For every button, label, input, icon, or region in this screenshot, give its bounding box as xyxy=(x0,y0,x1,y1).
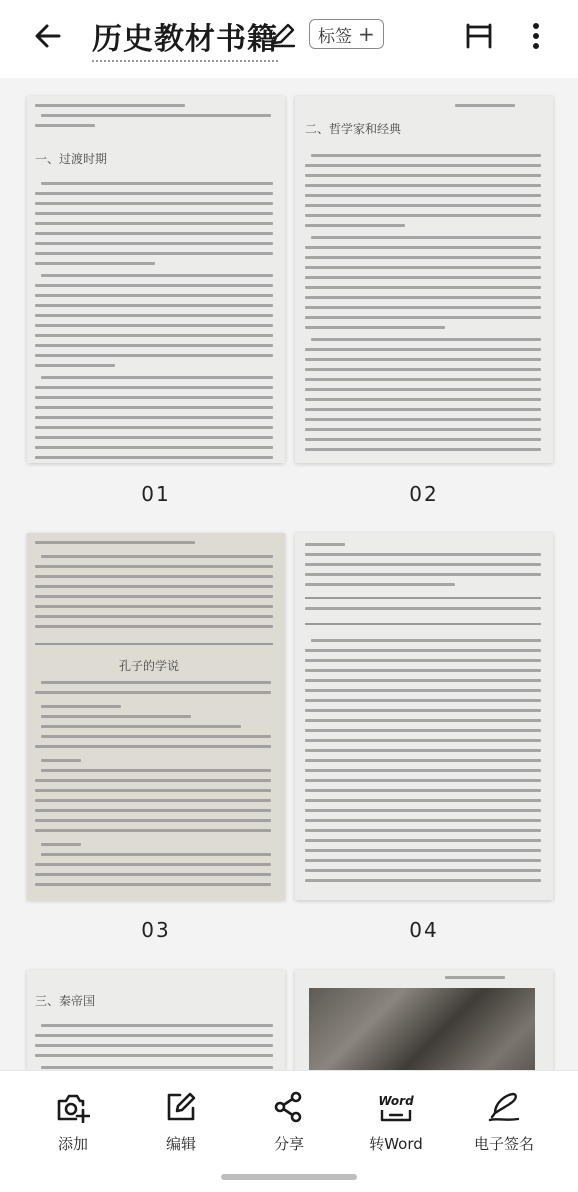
text-line xyxy=(305,418,541,421)
text-line xyxy=(305,256,541,259)
fit-width-button[interactable] xyxy=(460,17,498,55)
add-photo-icon xyxy=(55,1089,91,1125)
text-line xyxy=(305,699,541,702)
text-line xyxy=(445,976,505,979)
share-icon xyxy=(271,1089,307,1125)
text-line xyxy=(35,595,273,598)
text-line xyxy=(35,364,115,367)
page-number: 03 xyxy=(141,918,171,942)
tool-label: 电子签名 xyxy=(473,1135,534,1153)
more-vertical-icon xyxy=(531,21,541,51)
text-line xyxy=(35,799,271,802)
text-line xyxy=(41,114,271,117)
text-line xyxy=(35,426,273,429)
page-photo xyxy=(309,988,535,1070)
text-line xyxy=(35,436,273,439)
text-line xyxy=(311,639,541,642)
text-line xyxy=(305,749,541,752)
text-line xyxy=(41,182,273,185)
text-line xyxy=(35,829,271,832)
text-line xyxy=(41,715,191,718)
text-line xyxy=(35,386,273,389)
text-line xyxy=(305,659,541,662)
text-line xyxy=(305,789,541,792)
text-line xyxy=(35,809,271,812)
word-icon xyxy=(378,1089,414,1125)
text-line xyxy=(35,262,155,265)
text-line xyxy=(35,314,273,317)
pencil-icon xyxy=(269,21,297,49)
text-line xyxy=(35,625,273,628)
text-line xyxy=(305,689,541,692)
text-line xyxy=(305,819,541,822)
edit-icon xyxy=(163,1089,199,1125)
page-thumbnail-04[interactable] xyxy=(295,533,553,900)
page-heading: 孔子的学说 xyxy=(119,659,180,673)
text-line xyxy=(35,212,273,215)
text-line xyxy=(35,304,273,307)
page-number: 01 xyxy=(141,482,171,506)
text-line xyxy=(35,324,273,327)
page-thumbnail-01[interactable] xyxy=(27,96,285,463)
text-line xyxy=(41,759,81,762)
text-line xyxy=(311,154,541,157)
text-line xyxy=(305,719,541,722)
text-line xyxy=(455,104,515,107)
text-line xyxy=(35,294,273,297)
text-line xyxy=(35,1044,273,1047)
text-line xyxy=(35,873,271,876)
text-line xyxy=(305,779,541,782)
text-line xyxy=(305,276,541,279)
text-line xyxy=(35,863,271,866)
text-line xyxy=(35,691,271,694)
text-line xyxy=(35,232,273,235)
e-signature-button[interactable] xyxy=(454,1089,554,1154)
text-line xyxy=(305,553,541,556)
text-line xyxy=(305,378,541,381)
page-thumbnail-02[interactable] xyxy=(295,96,553,463)
text-line xyxy=(305,306,541,309)
text-line xyxy=(311,338,541,341)
page-number: 02 xyxy=(409,482,439,506)
text-line xyxy=(305,729,541,732)
text-line xyxy=(305,839,541,842)
text-line xyxy=(305,759,541,762)
text-line xyxy=(35,779,271,782)
text-line xyxy=(35,541,195,544)
text-line xyxy=(35,396,273,399)
share-button[interactable] xyxy=(239,1089,339,1154)
add-tag-button[interactable] xyxy=(309,19,384,49)
text-line xyxy=(305,573,541,576)
text-line xyxy=(305,739,541,742)
document-title[interactable]: 历史教材书籍 xyxy=(92,14,278,62)
back-button[interactable] xyxy=(28,16,68,56)
text-line xyxy=(35,252,273,255)
text-line xyxy=(35,104,185,107)
page-number: 04 xyxy=(409,918,439,942)
divider xyxy=(305,597,541,599)
text-line xyxy=(305,428,541,431)
text-line xyxy=(305,266,541,269)
page-thumbnail-03[interactable] xyxy=(27,533,285,900)
divider xyxy=(305,623,541,625)
text-line xyxy=(35,446,273,449)
text-line xyxy=(41,1024,273,1027)
text-line xyxy=(305,769,541,772)
text-line xyxy=(305,316,541,319)
text-line xyxy=(305,543,345,546)
text-line xyxy=(305,348,541,351)
text-line xyxy=(305,194,541,197)
page-heading: 三、秦帝国 xyxy=(35,994,96,1008)
word-icon-text: Word xyxy=(378,1094,414,1108)
text-line xyxy=(41,735,271,738)
page-thumbnail-05[interactable] xyxy=(27,970,285,1070)
text-line xyxy=(41,705,121,708)
text-line xyxy=(35,192,273,195)
text-line xyxy=(305,438,541,441)
page-heading: 一、过渡时期 xyxy=(35,152,108,166)
text-line xyxy=(305,296,541,299)
text-line xyxy=(305,286,541,289)
text-line xyxy=(41,274,273,277)
plus-icon: + xyxy=(358,22,375,46)
top-bar xyxy=(0,0,578,78)
text-line xyxy=(35,883,271,886)
text-line xyxy=(305,679,541,682)
text-line xyxy=(305,869,541,872)
text-line xyxy=(35,1054,273,1057)
signature-icon xyxy=(486,1089,522,1125)
text-line xyxy=(305,184,541,187)
text-line xyxy=(35,585,273,588)
text-line xyxy=(305,388,541,391)
text-line xyxy=(35,354,273,357)
text-line xyxy=(41,725,241,728)
arrow-left-icon xyxy=(33,21,63,51)
text-line xyxy=(305,829,541,832)
text-line xyxy=(35,202,273,205)
page-heading: 二、哲学家和经典 xyxy=(305,122,402,136)
convert-to-word-button[interactable] xyxy=(346,1089,446,1154)
more-options-button[interactable] xyxy=(520,14,552,58)
text-line xyxy=(35,406,273,409)
text-line xyxy=(305,448,541,451)
edit-title-button[interactable] xyxy=(266,18,300,52)
text-line xyxy=(35,615,273,618)
home-indicator[interactable] xyxy=(221,1174,357,1180)
text-line xyxy=(305,859,541,862)
page-grid[interactable] xyxy=(0,78,578,1070)
text-line xyxy=(35,344,273,347)
text-line xyxy=(305,408,541,411)
text-line xyxy=(305,358,541,361)
text-line xyxy=(305,224,405,227)
text-line xyxy=(41,769,271,772)
edit-button[interactable] xyxy=(131,1089,231,1154)
text-line xyxy=(35,222,273,225)
text-line xyxy=(305,368,541,371)
text-line xyxy=(305,709,541,712)
text-line xyxy=(35,565,273,568)
divider xyxy=(35,643,273,645)
tool-label: 转Word xyxy=(369,1135,423,1153)
text-line xyxy=(305,849,541,852)
text-line xyxy=(305,809,541,812)
text-line xyxy=(41,1066,273,1069)
text-line xyxy=(35,124,95,127)
text-line xyxy=(35,605,273,608)
text-line xyxy=(41,843,81,846)
text-line xyxy=(35,819,271,822)
tool-label: 添加 xyxy=(57,1135,88,1153)
text-line xyxy=(35,789,271,792)
text-line xyxy=(305,799,541,802)
text-line xyxy=(35,456,273,459)
text-line xyxy=(41,376,273,379)
add-button[interactable] xyxy=(23,1089,123,1154)
text-line xyxy=(35,745,271,748)
text-line xyxy=(41,555,273,558)
text-line xyxy=(305,174,541,177)
fit-width-icon xyxy=(464,21,494,51)
text-line xyxy=(305,669,541,672)
text-line xyxy=(35,416,273,419)
text-line xyxy=(311,236,541,239)
text-line xyxy=(305,326,445,329)
text-line xyxy=(305,563,541,566)
text-line xyxy=(35,575,273,578)
text-line xyxy=(305,204,541,207)
tool-label: 分享 xyxy=(273,1135,304,1153)
tool-label: 编辑 xyxy=(165,1135,196,1153)
text-line xyxy=(41,853,271,856)
text-line xyxy=(305,607,541,610)
page-thumbnail-06[interactable] xyxy=(295,970,553,1070)
text-line xyxy=(305,583,455,586)
text-line xyxy=(305,649,541,652)
text-line xyxy=(35,334,273,337)
text-line xyxy=(305,246,541,249)
text-line xyxy=(305,164,541,167)
text-line xyxy=(35,242,273,245)
text-line xyxy=(35,1034,273,1037)
text-line xyxy=(41,681,271,684)
text-line xyxy=(305,879,541,882)
text-line xyxy=(305,398,541,401)
text-line xyxy=(305,214,541,217)
text-line xyxy=(35,284,273,287)
tag-label: 标签 xyxy=(318,26,352,47)
